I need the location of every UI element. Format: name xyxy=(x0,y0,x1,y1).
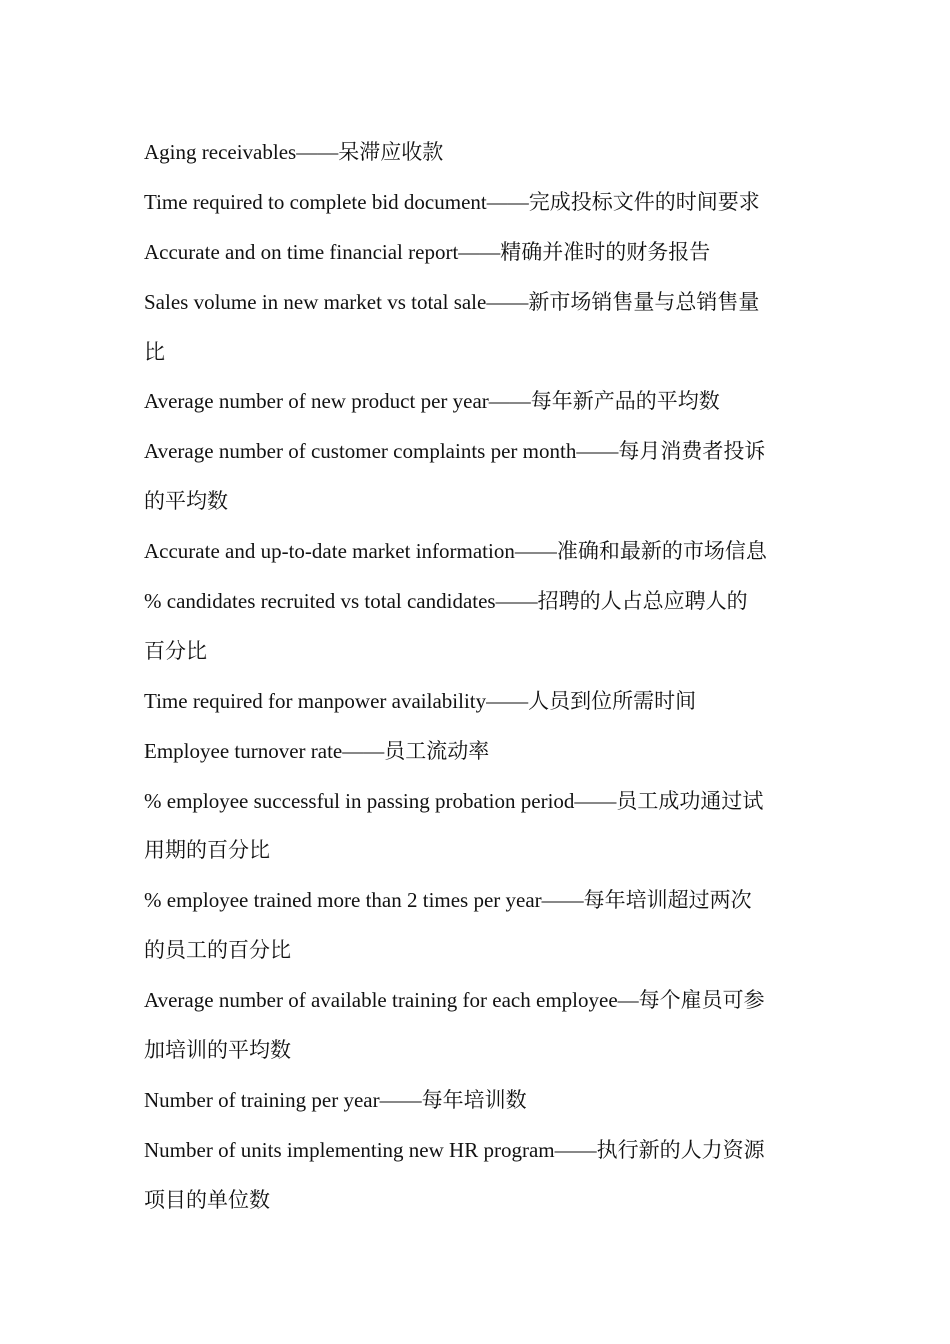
text-line: 比 xyxy=(144,339,165,364)
text-line: Average number of new product per year——每年新产品的平均数 xyxy=(144,389,720,414)
text-line: 项目的单位数 xyxy=(144,1187,270,1212)
text-line: 加培训的平均数 xyxy=(144,1038,291,1063)
text-line: Average number of available training for each employee—每个雇员可参 xyxy=(144,988,765,1013)
text-line: 百分比 xyxy=(144,638,207,663)
text-line: Average number of customer complaints per month——每月消费者投诉 xyxy=(144,439,766,464)
text-line: 的平均数 xyxy=(144,489,228,514)
text-line: Number of units implementing new HR program——执行新的人力资源 xyxy=(144,1137,765,1162)
text-line: Time required to complete bid document——完成投标文件的时间要求 xyxy=(144,189,760,214)
text-line: Aging receivables——呆滞应收款 xyxy=(144,140,444,164)
text-line: Sales volume in new market vs total sale——新市场销售量与总销售量 xyxy=(144,289,760,314)
text-line: % candidates recruited vs total candidates——招聘的人占总应聘人的 xyxy=(144,589,748,614)
text-line: Accurate and up-to-date market information——准确和最新的市场信息 xyxy=(144,539,767,564)
text-line: Accurate and on time financial report——精确并准时的财务报告 xyxy=(144,239,711,264)
text-line: Number of training per year——每年培训数 xyxy=(144,1087,527,1112)
text-line: 的员工的百分比 xyxy=(144,938,291,963)
text-line: Employee turnover rate——员工流动率 xyxy=(144,738,490,763)
text-line: % employee successful in passing probation period——员工成功通过试 xyxy=(144,788,764,813)
text-line: % employee trained more than 2 times per year——每年培训超过两次 xyxy=(144,888,752,913)
text-line: 用期的百分比 xyxy=(144,838,270,863)
document-body xyxy=(144,128,814,1226)
text-line: Time required for manpower availability——人员到位所需时间 xyxy=(144,688,697,713)
